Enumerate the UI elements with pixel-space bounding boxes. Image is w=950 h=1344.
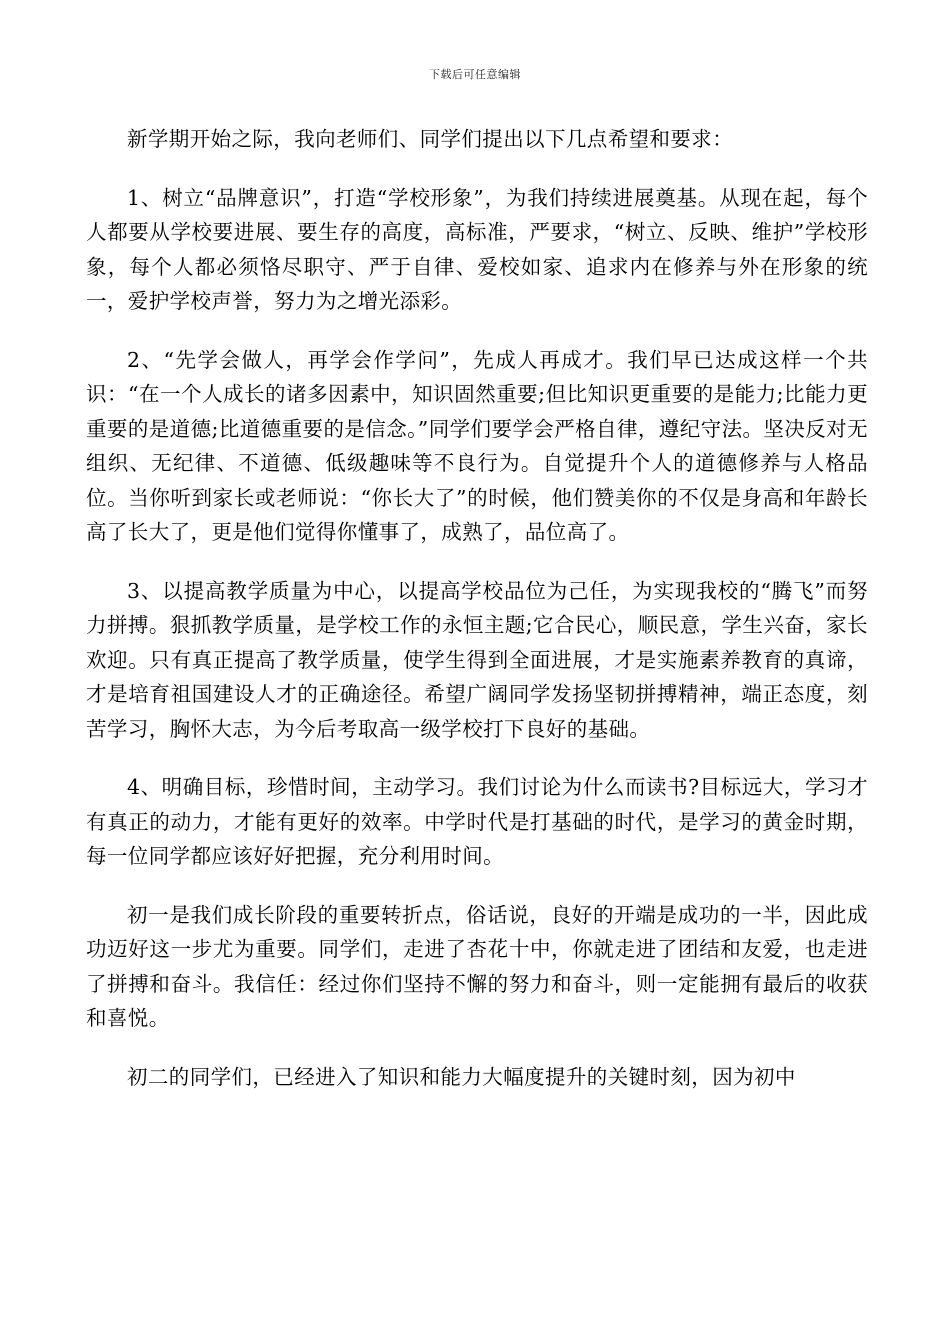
paragraph-point-1: 1、树立“品牌意识”，打造“学校形象”，为我们持续进展奠基。从现在起，每个人都要从学校要进展、要生存的高度，高标准，严要求，“树立、反映、维护”学校形象，每个人都必须恪尽职守、严于自律、爱校如家、追求内在修养与外在形象的统一，爱护学校声誉，努力为之增光添彩。 xyxy=(86,185,868,313)
paragraph-point-4: 4、明确目标，珍惜时间，主动学习。我们讨论为什么而读书?目标远大，学习才有真正的动力，才能有更好的效率。中学时代是打基础的时代，是学习的黄金时期，每一位同学都应该好好把握，充分利用时间。 xyxy=(86,775,868,868)
paragraph-point-2: 2、“先学会做人，再学会作学问”，先成人再成才。我们早已达成这样一个共识：“在一个人成长的诸多因素中，知识固然重要;但比知识更重要的是能力;比能力更重要的是道德;比道德重要的是信念。”同学们要学会严格自律，遵纪守法。坚决反对无组织、无纪律、不道德、低级趣味等不良行为。自觉提升个人的道德修养与人格品位。当你听到家长或老师说：“你长大了”的时候，他们赞美你的不仅是身高和年龄长高了长大了，更是他们觉得你懂事了，成熟了，品位高了。 xyxy=(86,347,868,544)
paragraph-point-3: 3、以提高教学质量为中心，以提高学校品位为己任，为实现我校的“腾飞”而努力拼搏。狠抓教学质量，是学校工作的永恒主题;它合民心，顺民意，学生兴奋，家长欢迎。只有真正提高了教学质量，使学生得到全面进展，才是实施素养教育的真谛，才是培育祖国建设人才的正确途径。希望广阔同学发扬坚韧拼搏精神，端正态度，刻苦学习，胸怀大志，为今后考取高一级学校打下良好的基础。 xyxy=(86,578,868,741)
document-body xyxy=(86,122,868,1118)
paragraph-intro: 新学期开始之际，我向老师们、同学们提出以下几点希望和要求： xyxy=(127,127,734,151)
paragraph-grade-two: 初二的同学们，已经进入了知识和能力大幅度提升的关键时刻，因为初中 xyxy=(127,1064,796,1089)
paragraph-grade-one: 初一是我们成长阶段的重要转折点，俗话说，良好的开端是成功的一半，因此成功迈好这一步尤为重要。同学们，走进了杏花十中，你就走进了团结和友爱，也走进了拼搏和奋斗。我信任：经过你们坚持不懈的努力和奋斗，则一定能拥有最后的收获和喜悦。 xyxy=(86,902,868,1030)
page-header: 下载后可任意编辑 xyxy=(429,68,521,81)
